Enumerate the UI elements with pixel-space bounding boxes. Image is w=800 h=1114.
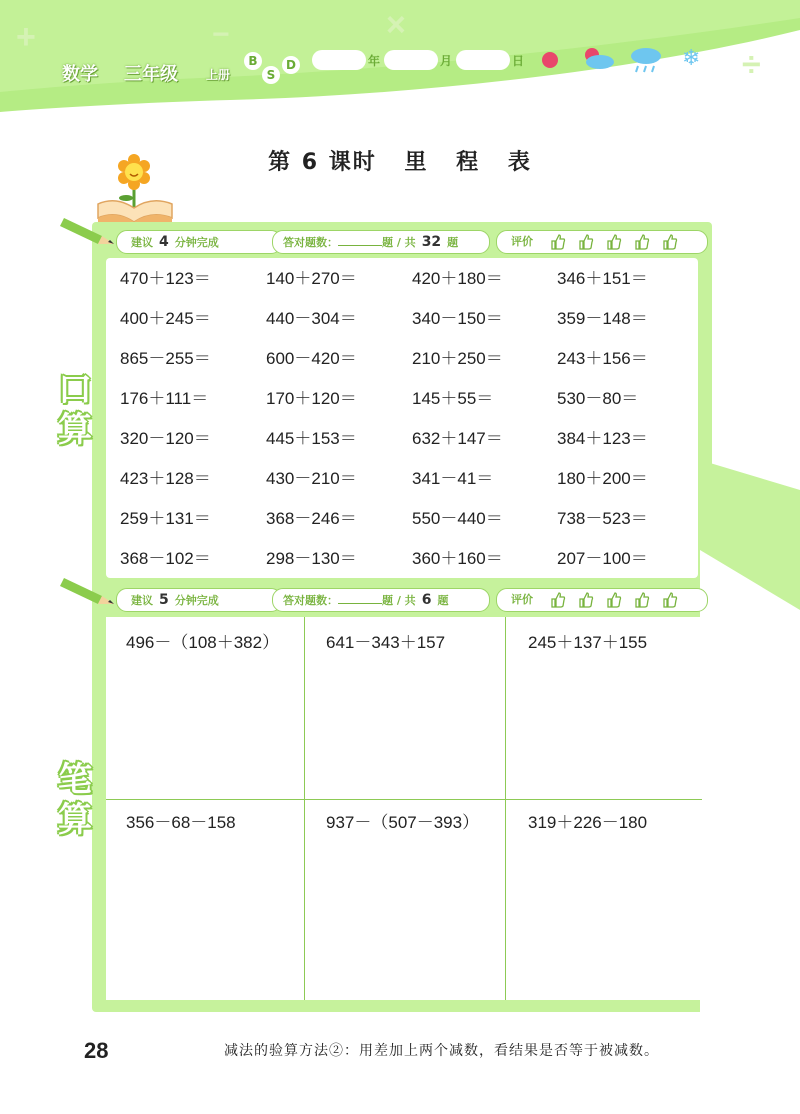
column-divider [304,617,305,1000]
edition-letter-s: S [262,66,280,84]
rating-thumbs [549,233,689,259]
section2-label [58,760,92,840]
mental-math-row [120,304,700,344]
row-divider [106,799,702,800]
thumbs-up-icon[interactable] [577,233,595,251]
thumbs-up-icon[interactable] [549,591,567,609]
day-field[interactable] [456,50,510,70]
thumbs-up-icon[interactable] [605,591,623,609]
written-problem: 496－（108＋382） [126,633,280,652]
thumbs-up-icon[interactable] [605,233,623,251]
score-pill [272,588,490,612]
score-prefix: 答对题数： [283,594,338,607]
section1-label-char-1: 口 [58,370,92,410]
snow-icon[interactable]: ❄ [682,46,701,71]
written-problem: 937－（507－393） [326,813,480,832]
thumbs-up-icon[interactable] [661,591,679,609]
topic-char-2: 程 [456,150,481,175]
mental-math-problem: 340－150＝ [412,309,503,328]
mental-math-problem: 420＋180＝ [412,269,503,288]
topic-char-3: 表 [507,150,532,175]
mental-math-problem: 865－255＝ [120,349,211,368]
mental-math-problem: 140＋270＝ [266,269,357,288]
score-prefix: 答对题数： [283,236,338,249]
mental-math-problem: 368－102＝ [120,549,211,568]
mental-math-row [120,264,700,304]
month-field[interactable] [384,50,438,70]
partly-cloudy-icon[interactable] [580,44,616,72]
sunny-icon[interactable] [540,50,560,70]
times-decoration-icon: × [386,6,406,44]
rating-label: 评价 [511,593,533,606]
section1-label-char-2: 算 [58,410,92,450]
mental-math-row [120,464,700,504]
written-problem: 245＋137＋155 [528,633,648,652]
divide-decoration-icon: ÷ [742,46,761,84]
thumbs-up-icon[interactable] [577,591,595,609]
month-label: 月 [440,54,453,68]
mental-math-problem: 600－420＝ [266,349,357,368]
subject-label: 数学 [62,64,98,85]
total-value: 6 [421,592,432,608]
year-field[interactable] [312,50,366,70]
mental-math-row [120,384,700,424]
mental-math-problem: 368－246＝ [266,509,357,528]
written-problem: 356－68－158 [126,813,236,832]
mental-math-problem: 341－41＝ [412,469,494,488]
mental-math-problem: 530－80＝ [557,389,639,408]
section1-info-bar [100,230,702,254]
edition-letter-b: B [244,52,262,70]
mental-math-problem: 145＋55＝ [412,389,494,408]
volume-label: 上册 [206,68,231,82]
mental-math-problem: 423＋128＝ [120,469,211,488]
footer-tip: 减法的验算方法②：用差加上两个减数，看结果是否等于被减数。 [224,1043,659,1059]
time-suggestion-pill [116,588,282,612]
mental-math-problem: 180＋200＝ [557,469,648,488]
right-wedge-decoration [700,460,800,1020]
topic-char-1: 里 [404,150,429,175]
rating-pill [496,588,708,612]
mental-math-row [120,344,700,384]
mental-math-problem: 243＋156＝ [557,349,648,368]
mental-math-problem: 445＋153＝ [266,429,357,448]
mental-math-problem: 632＋147＝ [412,429,503,448]
suggest-prefix: 建议 [131,594,153,607]
year-label: 年 [368,54,381,68]
column-divider [505,617,506,1000]
plus-decoration-icon: + [726,610,746,648]
lesson-number: 第 6 课时 [268,150,377,175]
section2-label-char-1: 笔 [58,760,92,800]
rating-label: 评价 [511,235,533,248]
mental-math-problem: 738－523＝ [557,509,648,528]
day-label: 日 [512,54,525,68]
mental-math-problem: 430－210＝ [266,469,357,488]
mental-math-problem: 170＋120＝ [266,389,357,408]
written-problem: 319＋226－180 [528,813,648,832]
score-suffix: 题 [437,594,449,607]
score-mid: 题 / 共 [382,236,416,249]
divide-decoration-icon: ÷ [716,770,733,803]
thumbs-up-icon[interactable] [633,591,651,609]
correct-count-blank[interactable] [338,593,382,604]
section2-label-char-2: 算 [58,800,92,840]
time-suggestion-pill [116,230,282,254]
thumbs-up-icon[interactable] [661,233,679,251]
written-problem: 641－343＋157 [326,633,446,652]
rating-pill [496,230,708,254]
edition-letter-d: D [282,56,300,74]
mental-math-problem: 176＋111＝ [120,389,209,408]
thumbs-up-icon[interactable] [549,233,567,251]
score-pill [272,230,490,254]
mental-math-problem: 440－304＝ [266,309,357,328]
minutes-value: 4 [159,234,169,250]
mental-math-problem: 298－130＝ [266,549,357,568]
minutes-value: 5 [159,592,169,608]
mental-math-problem: 320－120＝ [120,429,211,448]
plus-decoration-icon: + [16,18,36,56]
rating-thumbs [549,591,689,617]
suggest-suffix: 分钟完成 [174,236,219,249]
rain-icon[interactable] [628,44,664,76]
section1-label [58,370,92,450]
score-mid: 题 / 共 [382,594,416,607]
mental-math-problem: 210＋250＝ [412,349,503,368]
mental-math-row [120,424,700,464]
correct-count-blank[interactable] [338,235,382,246]
suggest-prefix: 建议 [131,236,153,249]
mental-math-problem: 207－100＝ [557,549,648,568]
mental-math-problem: 346＋151＝ [557,269,648,288]
mental-math-problem: 400＋245＝ [120,309,211,328]
suggest-suffix: 分钟完成 [174,594,219,607]
thumbs-up-icon[interactable] [633,233,651,251]
page-number: 28 [84,1038,109,1063]
score-suffix: 题 [447,236,459,249]
mental-math-problem: 359－148＝ [557,309,648,328]
minus-decoration-icon: − [212,18,230,51]
mental-math-problem: 384＋123＝ [557,429,648,448]
mental-math-problem: 360＋160＝ [412,549,503,568]
mental-math-problem: 259＋131＝ [120,509,211,528]
mental-math-problem: 550－440＝ [412,509,503,528]
grade-label: 三年级 [124,64,178,85]
mental-math-problem: 470＋123＝ [120,269,211,288]
section2-info-bar [100,588,702,612]
total-value: 32 [421,234,442,250]
mental-math-row [120,504,700,544]
mental-math-row [120,544,700,584]
